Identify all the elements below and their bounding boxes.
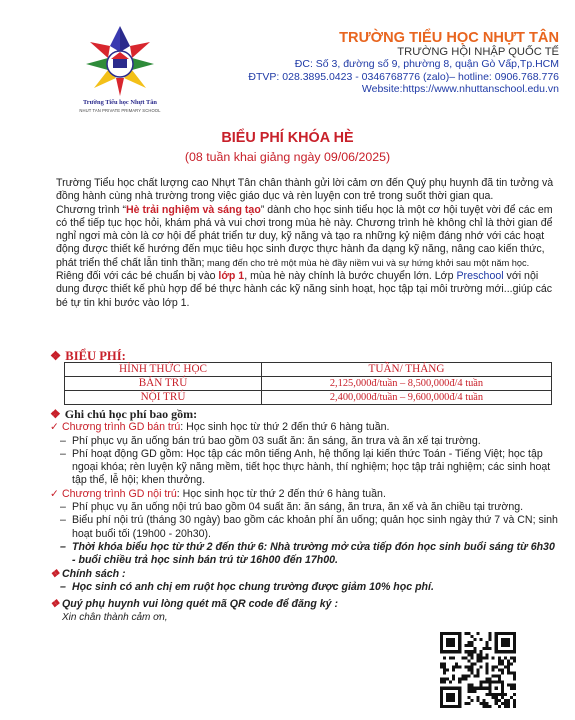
intro-paragraph-1: Trường Tiểu học chất lượng cao Nhựt Tân chân thành gửi lời cảm ơn đến Quý phụ huynh đã tin tưởng và đồng hành cùng nhà trường trong việc giáo dục và rèn luyện con trẻ trong suốt thời gian qua.: [56, 177, 554, 203]
school-tagline: TRƯỜNG HỘI NHẬP QUỐC TẾ: [397, 46, 559, 58]
intro-paragraph-3: [56, 270, 558, 310]
board-fee-text: Biểu phí nội trú (tháng 30 ngày) bao gồm các khoản phí ăn uống; quản học sinh ngày thứ 7 và CN; sinh hoạt buổi tối (19h00 - 20h30).: [72, 514, 558, 540]
check-bullet-icon: ✓: [50, 421, 59, 434]
list-item: [50, 514, 560, 541]
intro-p2-end: mang đến cho trẻ một mùa hè đầy niềm vui và sự hứng khởi sau một năm học.: [204, 257, 530, 268]
list-item: [50, 421, 560, 434]
school-website[interactable]: Website:https://www.nhuttanschool.edu.vn: [361, 83, 559, 96]
table-header-price: TUẦN/ THÁNG: [262, 363, 552, 377]
day-program-label: Chương trình GD bán trú: [62, 421, 181, 434]
notes-heading-label: Ghi chú học phí bao gồm:: [64, 407, 198, 421]
schedule-text: Thời khóa biểu học từ thứ 2 đến thứ 6: Nhà trường mở cửa tiếp đón học sinh buổi sáng từ 6h30 - buổi chiều trả học sinh bán trú từ 16h00 đến 17h00.: [72, 540, 555, 567]
page-subtitle: (08 tuần khai giảng ngày 09/06/2025): [184, 150, 391, 164]
dash-bullet: –: [60, 580, 66, 593]
signoff: Xin chân thành cảm ơn,: [62, 612, 168, 624]
list-item: [50, 448, 560, 488]
board-program-text: : Học sinh học từ thứ 2 đến thứ 6 hàng tuần.: [176, 487, 386, 500]
day-meals-text: Phí phục vụ ăn uống bán trú bao gồm 03 suất ăn: ăn sáng, ăn trưa và ăn xế tại trường.: [72, 434, 481, 447]
list-item: [50, 488, 560, 501]
table-cell-form: NỘI TRÚ: [65, 391, 262, 405]
intro-p3-end: với nội dung được thiết kế phù hợp để bé thực hành các kỹ năng sinh hoạt, học tập tại môi trường mới...giúp các bé tự tin khi bước vào lớp 1.: [56, 270, 553, 309]
logo-school-english-name: NHUT TAN PRIVATE PRIMARY SCHOOL: [79, 108, 161, 113]
school-logo-emblem-icon: [46, 20, 194, 100]
qr-instruction: [50, 598, 560, 611]
policy-text: Học sinh có anh chị em ruột học chung trường được giảm 10% học phí.: [72, 580, 434, 593]
list-item: [50, 435, 560, 448]
board-program-label: Chương trình GD nội trú: [62, 487, 177, 500]
qr-instruction-text: Quý phụ huynh vui lòng quét mã QR code để đăng ký :: [62, 598, 339, 611]
table-row: [65, 377, 552, 391]
fee-notes: [50, 408, 560, 625]
fee-table: [64, 362, 552, 405]
board-meals-text: Phí phục vụ ăn uống nội trú bao gồm 04 suất ăn: ăn sáng, ăn trưa, ăn xế và ăn chiều tại trường.: [72, 501, 524, 514]
school-logo: [46, 20, 194, 112]
logo-school-name: Trường Tiểu học Nhựt Tân: [83, 99, 157, 106]
policy-heading: [50, 568, 560, 581]
day-program-text: : Học sinh học từ thứ 2 đến thứ 6 hàng tuần.: [180, 421, 390, 434]
notes-heading: [50, 408, 560, 421]
list-item: [50, 501, 560, 514]
table-cell-price: 2,125,000đ/tuần – 8,500,000đ/4 tuần: [262, 377, 552, 391]
intro-paragraph-2: [56, 204, 558, 270]
dash-bullet: –: [60, 434, 66, 447]
table-row: [65, 391, 552, 405]
intro-p2-start: Chương trình “: [56, 203, 126, 216]
dash-bullet: –: [60, 540, 66, 553]
school-info: [219, 30, 559, 96]
school-address: ĐC: Số 3, đường số 9, phường 8, quận Gò Vấp,Tp.HCM: [294, 58, 559, 71]
program-name: Hè trải nghiệm và sáng tạo: [125, 203, 261, 216]
dash-bullet: –: [60, 501, 66, 514]
grade-one-label: lớp 1: [218, 270, 245, 283]
intro-p3-start: Riêng đối với các bé chuẩn bị vào: [56, 270, 219, 283]
table-cell-price: 2,400,000đ/tuần – 9,600,000đ/4 tuần: [262, 391, 552, 405]
fee-heading-label: BIỂU PHÍ:: [65, 349, 126, 363]
school-phone: ĐTVP: 028.3895.0423 - 0346768776 (zalo)– hotline: 0906.768.776: [248, 70, 559, 83]
preschool-label: Preschool: [456, 270, 504, 283]
page-title: BIỂU PHÍ KHÓA HÈ: [221, 130, 354, 146]
school-name: TRƯỜNG TIỂU HỌC NHỰT TÂN: [339, 30, 559, 46]
list-item: [50, 541, 560, 568]
table-cell-form: BÁN TRÚ: [65, 377, 262, 391]
check-bullet-icon: ✓: [50, 487, 59, 500]
diamond-bullet-icon: ❖: [50, 567, 60, 580]
list-item: [50, 581, 560, 594]
diamond-bullet-icon: ❖: [50, 598, 60, 611]
registration-qr-code[interactable]: [440, 632, 516, 708]
qr-code-icon: [440, 632, 516, 708]
diamond-bullet-icon: ❖: [50, 407, 61, 421]
intro-p2-body: ” dành cho học sinh tiểu học là một cơ hội tuyệt vời để các em có thể tiếp tục học hỏi, khám phá và vui chơi trong mùa hè này. Chương trình hè không chỉ là thời gian để nghỉ ngơi mà còn là cơ hội để phát triển tư duy, kỹ năng và tạo ra những kỷ niệm đáng nhớ với các hoạt động được thiết kế hướng đến mục tiêu học sinh được thực hành đa dạng kỹ năng, nâng cao kiến thức, phát triển thể chất lẫn tinh thần;: [56, 203, 553, 269]
table-header-form: HÌNH THỨC HỌC: [65, 363, 262, 377]
intro-p3-mid: , mùa hè này chính là bước chuyển lớn. Lớp: [244, 270, 457, 283]
dash-bullet: –: [60, 514, 66, 527]
intro-text: [56, 177, 558, 310]
table-header-row: [65, 363, 552, 377]
dash-bullet: –: [60, 447, 66, 460]
diamond-bullet-icon: ❖: [50, 349, 62, 363]
policy-heading-label: Chính sách :: [62, 567, 126, 580]
edu-activity-text: Phí hoạt động GD gồm: Học tập các môn tiếng Anh, hệ thống lại kiến thức Toán - Tiếng Việt; học tập ngoại khóa; rèn luyện kỹ năng mềm, tiết học thực hành, thí nghiệm; học tập trải nghiệm; các sinh hoạt tập thể, lễ hội; khen thưởng.: [72, 447, 551, 487]
